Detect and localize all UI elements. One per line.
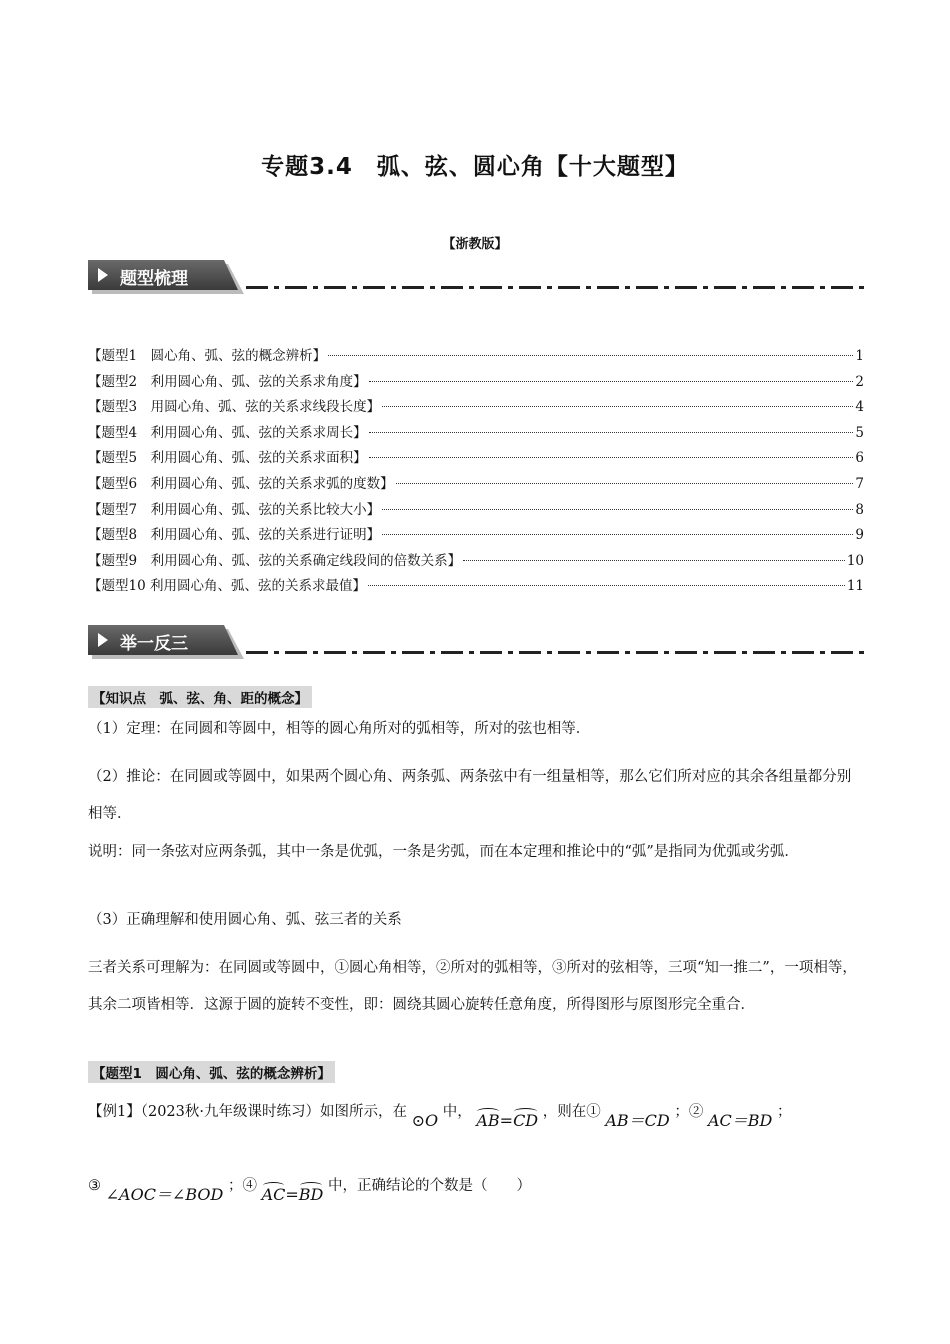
toc-item[interactable]: 【题型7 利用圆心角、弧、弦的关系比较大小】 8	[88, 501, 864, 518]
arc-equation: AB=CD	[476, 1111, 539, 1130]
dash-divider	[246, 286, 864, 289]
toc-item[interactable]: 【题型10 利用圆心角、弧、弦的关系求最值】 11	[88, 578, 864, 595]
page-title: 专题3.4 弧、弦、圆心角【十大题型】	[261, 154, 689, 180]
toc-item[interactable]: 【题型1 圆心角、弧、弦的概念辨析】 1	[88, 348, 864, 364]
knowledge-paragraph: （1）定理：在同圆和等圆中，相等的圆心角所对的弧相等，所对的弦也相等．	[88, 721, 591, 737]
type1-heading: 【题型1 圆心角、弧、弦的概念辨析】	[88, 1061, 335, 1083]
toc-item[interactable]: 【题型4 利用圆心角、弧、弦的关系求周长】 5	[88, 424, 864, 441]
play-icon	[98, 268, 108, 282]
statement-3: ∠AOC＝∠BOD	[105, 1185, 224, 1204]
table-of-contents	[88, 344, 864, 600]
statement-4: AC=BD	[261, 1185, 324, 1204]
toc-item[interactable]: 【题型9 利用圆心角、弧、弦的关系确定线段间的倍数关系】 10	[88, 552, 864, 569]
toc-item[interactable]: 【题型6 利用圆心角、弧、弦的关系求弧的度数】 7	[88, 475, 864, 492]
circle-symbol: ⊙O	[411, 1111, 439, 1130]
banner-label: 举一反三	[120, 634, 188, 654]
statement-2: AC＝BD	[707, 1111, 773, 1130]
knowledge-paragraph: 三者关系可理解为：在同圆或等圆中，①圆心角相等，②所对的弧相等，③所对的弦相等，三项“知一推二”，一项相等，其余二项皆相等．这源于圆的旋转不变性，即：圆绕其圆心旋转任意角度，所得图形与原图形完全重合．	[88, 960, 857, 1013]
toc-item[interactable]: 【题型2 利用圆心角、弧、弦的关系求角度】 2	[88, 373, 864, 390]
section-banner-examples	[88, 625, 864, 665]
knowledge-paragraph: 说明：同一条弦对应两条弧，其中一条是优弧，一条是劣弧，而在本定理和推论中的“弧”是指同为优弧或劣弧．	[88, 844, 799, 860]
knowledge-paragraph: （2）推论：在同圆或等圆中，如果两个圆心角、两条弧、两条弦中有一组量相等，那么它们所对应的其余各组量都分别相等．	[88, 769, 852, 822]
edition-label: 【浙教版】	[442, 237, 508, 252]
section-banner-types	[88, 260, 864, 300]
statement-1: AB＝CD	[605, 1111, 670, 1130]
example1-line2: ③ ∠AOC＝∠BOD ；④ AC=BD 中，正确结论的个数是（ ）	[88, 1178, 531, 1204]
toc-item[interactable]: 【题型5 利用圆心角、弧、弦的关系求面积】 6	[88, 450, 864, 467]
toc-item[interactable]: 【题型8 利用圆心角、弧、弦的关系进行证明】 9	[88, 527, 864, 544]
toc-item[interactable]: 【题型3 用圆心角、弧、弦的关系求线段长度】 4	[88, 399, 864, 416]
knowledge-paragraph: （3）正确理解和使用圆心角、弧、弦三者的关系	[88, 912, 402, 928]
knowledge-heading: 【知识点 弧、弦、角、距的概念】	[88, 686, 312, 708]
dash-divider	[246, 651, 864, 654]
banner-label: 题型梳理	[120, 269, 188, 289]
example1-line1: 【例1】（2023秋·九年级课时练习）如图所示，在 ⊙O 中， AB=CD ，则在① AB＝CD ；② AC＝BD ；	[88, 1104, 792, 1130]
play-icon	[98, 633, 108, 647]
